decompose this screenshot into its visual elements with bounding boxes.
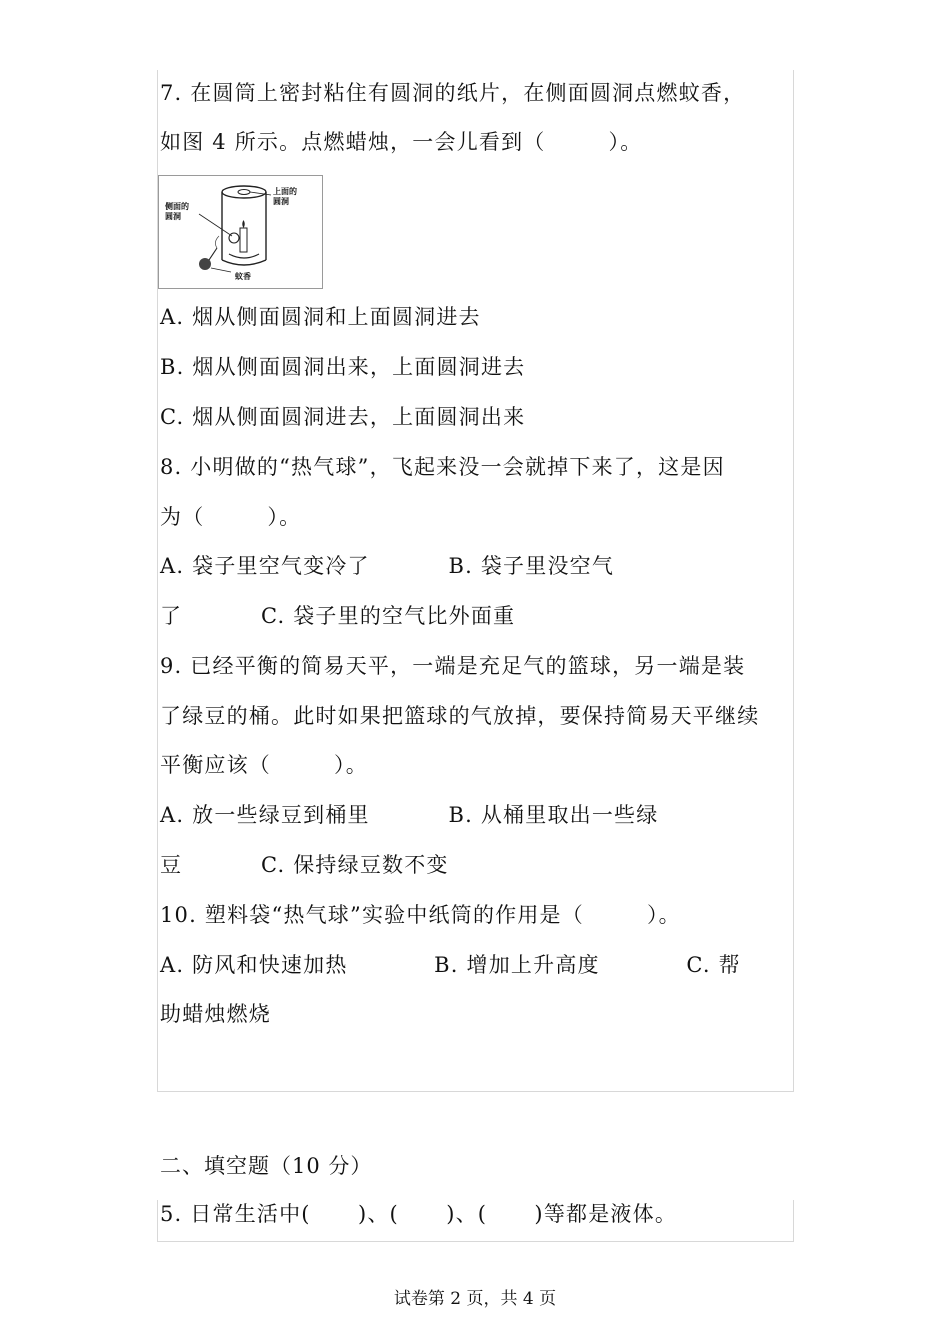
q7-option-c: C. 烟从侧面圆洞进去，上面圆洞出来 [160,405,526,429]
box2-right-border [793,1200,794,1242]
q9-stem-line1: 9. 已经平衡的简易天平，一端是充足气的篮球，另一端是装 [160,654,746,678]
q8-stem-line1: 8. 小明做的“热气球”，飞起来没一会就掉下来了，这是因 [160,455,725,479]
q7-figure [158,175,323,289]
q9-options-line1: A. 放一些绿豆到桶里 B. 从桶里取出一些绿 [160,803,659,827]
box2-left-border [157,1200,158,1242]
page-footer: 试卷第 2 页，共 4 页 [393,1289,557,1309]
section2-q5: 5. 日常生活中( )、( )、( )等都是液体。 [160,1202,678,1226]
q9-stem-line2: 了绿豆的桶。此时如果把篮球的气放掉，要保持简易天平继续 [160,704,760,728]
q7-option-a: A. 烟从侧面圆洞和上面圆洞进去 [160,305,481,329]
q8-options-line1: A. 袋子里空气变冷了 B. 袋子里没空气 [160,554,615,578]
q10-options-line2: 助蜡烛燃烧 [160,1002,271,1026]
section2-title: 二、填空题（10 分） [160,1154,373,1178]
q9-stem-line3: 平衡应该（ ）。 [160,753,368,777]
box2-bottom-border [157,1241,794,1242]
label-incense: 蚊香 [235,272,251,281]
q9-options-line2: 豆 C. 保持绿豆数不变 [160,853,449,877]
q7-option-b: B. 烟从侧面圆洞出来，上面圆洞进去 [160,355,526,379]
box-right-border [793,70,794,1092]
box-bottom-border [157,1091,794,1092]
label-side-hole: 侧面的 圆洞 [165,202,189,221]
label-top-hole: 上面的 圆洞 [273,187,297,206]
q7-stem-line1: 7. 在圆筒上密封粘住有圆洞的纸片，在侧面圆洞点燃蚊香， [160,81,746,105]
q7-stem-line2: 如图 4 所示。点燃蜡烛，一会儿看到（ ）。 [160,130,643,154]
q8-options-line2: 了 C. 袋子里的空气比外面重 [160,604,516,628]
q8-stem-line2: 为（ ）。 [160,505,302,529]
q10-stem: 10. 塑料袋“热气球”实验中纸筒的作用是（ ）。 [160,903,681,927]
q10-options-line1: A. 防风和快速加热 B. 增加上升高度 C. 帮 [160,953,741,977]
